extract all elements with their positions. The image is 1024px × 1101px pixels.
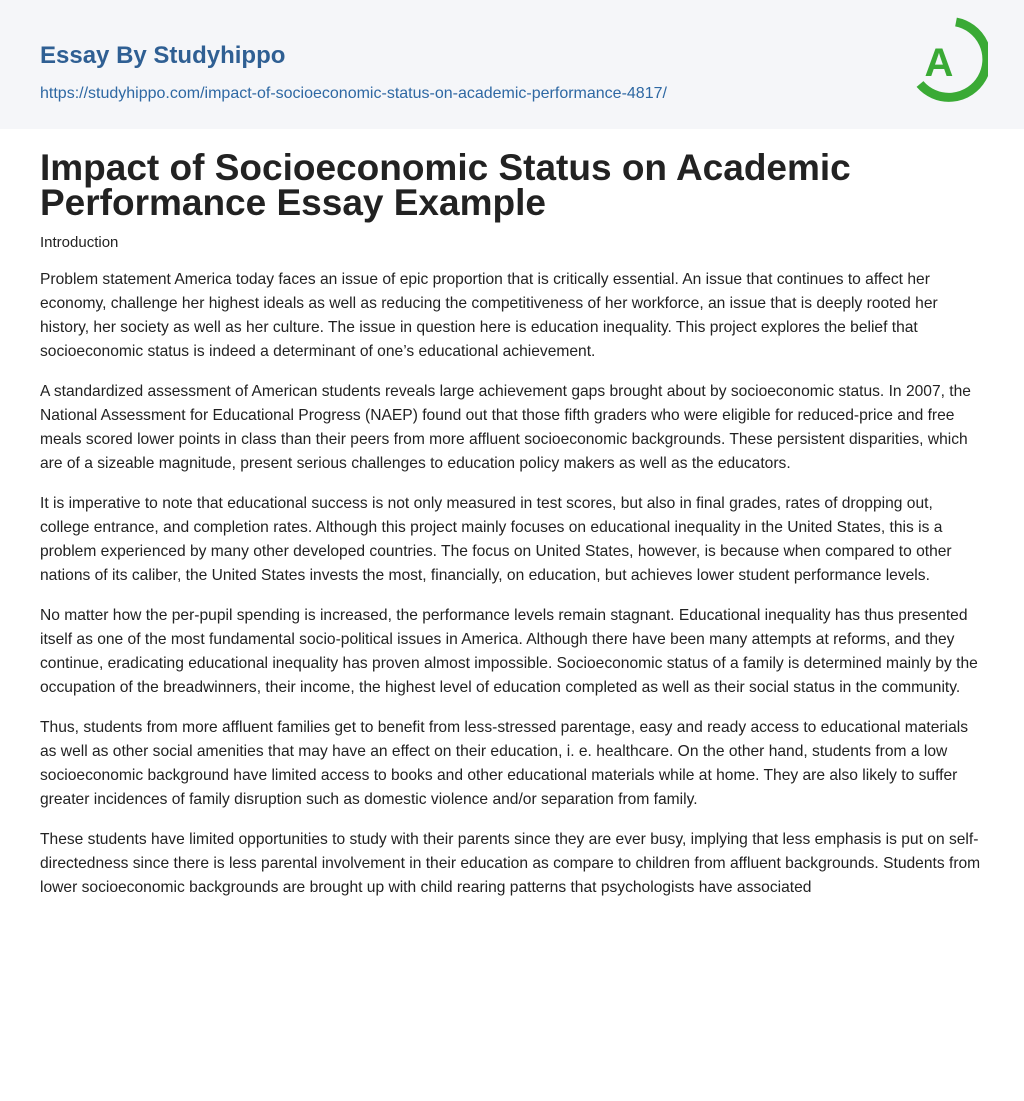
page-title: Impact of Socioeconomic Status on Academic Performance Essay Example	[40, 147, 851, 223]
logo-letter: A	[924, 41, 954, 85]
paragraph: Problem statement America today faces an issue of epic proportion that is critically essential. An issue that continues to affect her economy, challenge her highest ideals as well as reducing the competitiveness of her workforce, an issue that is deeply rooted her history, her society as well as her culture. The issue in question here is education inequality. This project explores the belief that socioeconomic status is indeed a determinant of one’s educational achievement.	[40, 271, 938, 360]
article-body	[40, 268, 984, 916]
source-url-link[interactable]: https://studyhippo.com/impact-of-socioeconomic-status-on-academic-performance-4817/	[40, 85, 667, 102]
paragraph: It is imperative to note that educational success is not only measured in test scores, but also in final grades, rates of dropping out, college entrance, and completion rates. Although this project mainly focuses on educational inequality in the United States, this is a problem experienced by many other developed countries. The focus on United States, however, is because when compared to other nations of its caliber, the United States invests the most, financially, on education, but achieves lower student performance levels.	[40, 495, 952, 584]
paragraph: A standardized assessment of American students reveals large achievement gaps brought about by socioeconomic status. In 2007, the National Assessment for Educational Progress (NAEP) found out that those fifth graders who were eligible for reduced-price and free meals scored lower points in class than their peers from more affluent socioeconomic backgrounds. These persistent disparities, which are of a sizeable magnitude, present serious challenges to education policy makers as well as the educators.	[40, 383, 971, 472]
paragraph: Thus, students from more affluent families get to benefit from less-stressed parentage, easy and ready access to educational materials as well as other social amenities that may have an effect on their education, i. e. healthcare. On the other hand, students from a low socioeconomic background have limited access to books and other educational materials while at home. They are also likely to suffer greater incidences of family disruption such as domestic violence and/or separation from family.	[40, 719, 969, 808]
paragraph: No matter how the per-pupil spending is increased, the performance levels remain stagnant. Educational inequality has thus presented itself as one of the most fundamental socio-political issues in America. Although there have been many attempts at reforms, and they continue, eradicating educational inequality has proven almost impossible. Socioeconomic status of a family is determined mainly by the occupation of the breadwinners, their income, the highest level of education completed as well as their social status in the community.	[40, 607, 978, 696]
brand-title[interactable]: Essay By Studyhippo	[40, 42, 286, 69]
section-label: Introduction	[40, 234, 119, 251]
paragraph: These students have limited opportunities to study with their parents since they are ever busy, implying that less emphasis is put on self-directedness since there is less parental involvement in their education as compare to children from affluent backgrounds. Students from lower socioeconomic backgrounds are brought up with child rearing patterns that psychologists have associated	[40, 831, 981, 896]
